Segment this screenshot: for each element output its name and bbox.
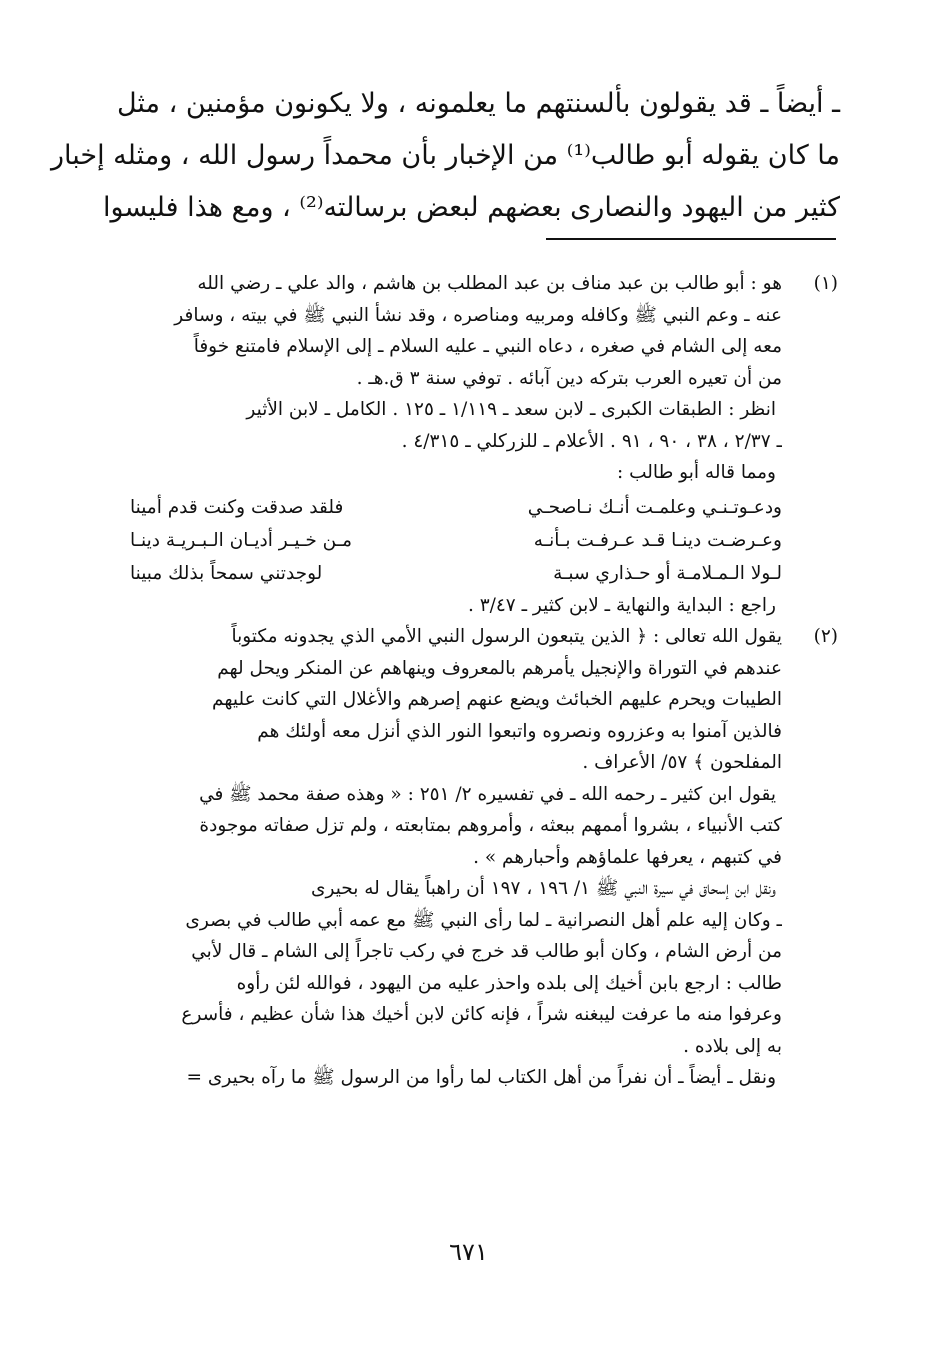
footnote-marker: (٢): [813, 626, 838, 647]
verse-second-hemistich: لوجدتني سمحاً بذلك مبينا: [130, 562, 323, 584]
footnote-1: [128, 268, 840, 621]
footnote-line: كتب الأنبياء ، بشروا أممهم ببعثه ، وأمروهم بمتابعته ، ولم تزل صفاته موجودة: [199, 815, 782, 836]
footnote-marker: (١): [813, 273, 838, 294]
footnote-line: من أرض الشام ، وكان أبو طالب قد خرج في ركب تاجراً إلى الشام ـ قال لأبي: [191, 941, 782, 962]
footnote-line: المفلحون ﴾ ٥٧/ الأعراف .: [582, 752, 782, 773]
footnote-line: ـ وكان إليه علم أهل النصرانية ـ لما رأى النبي ﷺ مع عمه أبي طالب في بصرى: [185, 909, 782, 931]
footnote-2: [128, 621, 840, 1094]
footnote-line: راجع : البداية والنهاية ـ لابن كثير ـ ٣/٤٧ .: [467, 594, 776, 616]
poem-verse: [128, 557, 782, 590]
footnote-line: من أن تعيره العرب بتركه دين آبائه . توفي سنة ٣ ق.هـ .: [356, 367, 782, 389]
footnote-line: ونقل ابن إسحاق في سيرة النبي ﷺ ١/ ١٩٦ ، ١٩٧ أن راهباً يقال له بحيرى: [311, 878, 776, 899]
footnote-line: وعرفوا منه ما عرفت ليبغنه شراً ، فإنه كائن لابن أخيك هذا شأن عظيم ، فأسرع: [181, 1004, 782, 1025]
footnote-line: عنه ـ وعم النبي ﷺ وكافله ومربيه ومناصره ، وقد نشأ النبي ﷺ في بيته ، وسافر: [174, 304, 782, 326]
page-number: ٦٧١: [449, 1238, 488, 1266]
poem-verse: [128, 491, 782, 524]
verse-first-hemistich: ودعـوتـنـي وعلمـت أنـك نـاصحـي: [527, 496, 782, 518]
footnote-separator: [546, 238, 836, 240]
body-line: ـ أيضاً ـ قد يقولون بألسنتهم ما يعلمونه ، ولا يكونون مؤمنين ، مثل: [116, 88, 840, 119]
footnote-line: فالذين آمنوا به وعزروه ونصروه واتبعوا النور الذي أنزل معه أولئك هم: [257, 720, 782, 742]
main-body-text: [50, 78, 840, 234]
footnote-line: الطيبات ويحرم عليهم الخبائث ويضع عنهم إصرهم والأغلال التي كانت عليهم: [212, 689, 782, 710]
footnote-line: يقول الله تعالى : ﴿ الذين يتبعون الرسول النبي الأمي الذي يجدونه مكتوباً: [231, 626, 782, 647]
footnote-line: معه إلى الشام في صغره ، دعاه النبي ـ عليه السلام ـ إلى الإسلام فامتنع خوفاً: [193, 336, 782, 357]
footnote-line: طالب : ارجع بابن أخيك إلى بلده واحذر عليه من اليهود ، فوالله لئن رأوه: [236, 972, 782, 994]
footnote-line: في كتبهم ، يعرفها علماؤهم وأحبارهم » .: [473, 846, 782, 868]
footnote-line: ـ ٢/٣٧ ، ٣٨ ، ٩٠ ، ٩١ . الأعلام ـ للزركلي ـ ٤/٣١٥ .: [401, 430, 782, 452]
verse-first-hemistich: وعـرضـت دينـا قـد عـرفـت بـأنـه: [533, 529, 782, 551]
body-line: كثير من اليهود والنصارى بعضهم لبعض برسالته⁽²⁾ ، ومع هذا فليسوا: [103, 192, 840, 223]
verse-second-hemistich: مـن خـيـر أديـان الـبـريـة دينـا: [130, 529, 353, 551]
poem-verse: [128, 524, 782, 557]
footnote-line: ونقل ـ أيضاً ـ أن نفراً من أهل الكتاب لما رأوا من الرسول ﷺ ما رآه بحيرى =: [186, 1067, 776, 1088]
footnote-line: ومما قاله أبو طالب :: [617, 462, 776, 483]
verse-first-hemistich: لـولا الـمـلامـة أو حـذاري سبـة: [553, 562, 782, 584]
footnote-line: به إلى بلاده .: [683, 1035, 782, 1057]
footnote-line: عندهم في التوراة والإنجيل يأمرهم بالمعروف وينهاهم عن المنكر ويحل لهم: [217, 657, 782, 679]
poem: [128, 491, 782, 590]
verse-second-hemistich: فلقد صدقت وكنت قدم أمينا: [130, 496, 344, 518]
footnote-line: هو : أبو طالب بن عبد مناف بن عبد المطلب بن هاشم ، والد علي ـ رضي الله: [197, 273, 782, 294]
footnote-line: انظر : الطبقات الكبرى ـ لابن سعد ـ ١/١١٩ ـ ١٢٥ . الكامل ـ لابن الأثير: [246, 399, 776, 420]
footnotes-section: [128, 268, 840, 1094]
footnote-line: يقول ابن كثير ـ رحمه الله ـ في تفسيره ٢/ ٢٥١ : « وهذه صفة محمد ﷺ في: [199, 783, 776, 805]
body-line: ما كان يقوله أبو طالب⁽¹⁾ من الإخبار بأن محمداً رسول الله ، ومثله إخبار: [50, 140, 840, 171]
